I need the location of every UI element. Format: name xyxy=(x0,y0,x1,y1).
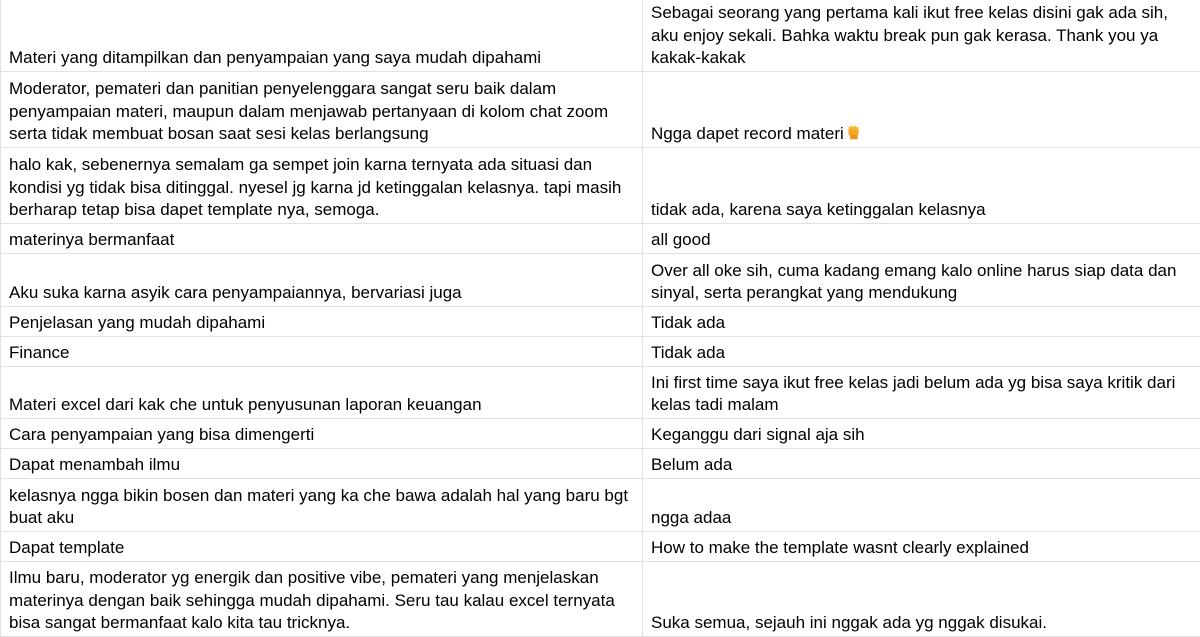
cell-positive[interactable] xyxy=(1,307,643,337)
cell-text: Dapat menambah ilmu xyxy=(9,455,181,475)
table-row xyxy=(1,148,1200,224)
raised-fist-icon xyxy=(845,124,862,141)
cell-positive[interactable] xyxy=(1,449,643,479)
cell-text: tidak ada, karena saya ketinggalan kelasnya xyxy=(651,200,986,220)
table-row xyxy=(1,367,1200,419)
cell-text: Materi excel dari kak che untuk penyusunan laporan keuangan xyxy=(9,395,482,415)
cell-positive[interactable] xyxy=(1,148,643,224)
cell-text: How to make the template wasnt clearly explained xyxy=(651,538,1029,558)
cell-text: halo kak, sebenernya semalam ga sempet join karna ternyata ada situasi dan kondisi yg tidak bisa ditinggal. nyesel jg karna jd ketinggalan kelasnya. tapi masih berharap tetap bisa dapet template nya, semoga. xyxy=(9,155,622,220)
table-row xyxy=(1,254,1200,307)
cell-negative[interactable] xyxy=(643,307,1200,337)
cell-negative[interactable] xyxy=(643,337,1200,367)
table-row xyxy=(1,449,1200,479)
table-row xyxy=(1,532,1200,562)
table-row xyxy=(1,419,1200,449)
table-row xyxy=(1,562,1200,637)
cell-text: Cara penyampaian yang bisa dimengerti xyxy=(9,425,315,445)
cell-negative[interactable] xyxy=(643,562,1200,637)
cell-negative[interactable] xyxy=(643,367,1200,419)
cell-positive[interactable] xyxy=(1,367,643,419)
cell-text: Suka semua, sejauh ini nggak ada yg nggak disukai. xyxy=(651,613,1047,633)
cell-text: kelasnya ngga bikin bosen dan materi yang ka che bawa adalah hal yang baru bgt buat aku xyxy=(9,485,629,528)
cell-text: Dapat template xyxy=(9,538,125,558)
cell-positive[interactable] xyxy=(1,562,643,637)
cell-text: Moderator, pemateri dan panitian penyelenggara sangat seru baik dalam penyampaian materi, maupun dalam menjawab pertanyaan di kolom chat zoom serta tidak membuat bosan saat sesi kelas berlangsung xyxy=(9,79,609,144)
cell-positive[interactable] xyxy=(1,479,643,532)
cell-text: Belum ada xyxy=(651,455,733,475)
cell-text: Ini first time saya ikut free kelas jadi belum ada yg bisa saya kritik dari kelas tadi malam xyxy=(651,372,1176,415)
cell-negative[interactable] xyxy=(643,532,1200,562)
table-row xyxy=(1,479,1200,532)
cell-positive[interactable] xyxy=(1,0,643,72)
table-row xyxy=(1,337,1200,367)
cell-text: Tidak ada xyxy=(651,343,726,363)
cell-text: ngga adaa xyxy=(651,508,732,528)
cell-text: materinya bermanfaat xyxy=(9,230,175,250)
cell-positive[interactable] xyxy=(1,532,643,562)
cell-positive[interactable] xyxy=(1,419,643,449)
cell-negative[interactable] xyxy=(643,419,1200,449)
table-row xyxy=(1,307,1200,337)
cell-text: Tidak ada xyxy=(651,313,726,333)
table-row xyxy=(1,224,1200,254)
cell-text: all good xyxy=(651,230,711,250)
cell-negative[interactable] xyxy=(643,254,1200,307)
cell-text: Materi yang ditampilkan dan penyampaian yang saya mudah dipahami xyxy=(9,48,542,68)
cell-text: Ngga dapet record materi xyxy=(651,124,844,144)
cell-text: Penjelasan yang mudah dipahami xyxy=(9,313,266,333)
table-row xyxy=(1,0,1200,72)
cell-negative[interactable] xyxy=(643,224,1200,254)
cell-negative[interactable] xyxy=(643,148,1200,224)
cell-text: Ilmu baru, moderator yg energik dan positive vibe, pemateri yang menjelaskan materinya dengan baik sehingga mudah dipahami. Seru tau kalau excel ternyata bisa sangat bermanfaat kalo kita tau tricknya. xyxy=(9,568,615,633)
cell-positive[interactable] xyxy=(1,224,643,254)
cell-negative[interactable] xyxy=(643,449,1200,479)
cell-negative[interactable] xyxy=(643,0,1200,72)
cell-positive[interactable] xyxy=(1,72,643,148)
cell-positive[interactable] xyxy=(1,254,643,307)
cell-text: Aku suka karna asyik cara penyampaiannya, bervariasi juga xyxy=(9,283,462,303)
cell-positive[interactable] xyxy=(1,337,643,367)
cell-negative[interactable] xyxy=(643,479,1200,532)
cell-text: Over all oke sih, cuma kadang emang kalo online harus siap data dan sinyal, serta perangkat yang mendukung xyxy=(651,260,1177,303)
cell-text: Keganggu dari signal aja sih xyxy=(651,425,865,445)
cell-text: Sebagai seorang yang pertama kali ikut free kelas disini gak ada sih, aku enjoy sekali. Bahka waktu break pun gak kerasa. Thank you ya kakak-kakak xyxy=(651,3,1168,68)
table-row xyxy=(1,72,1200,148)
cell-text: Finance xyxy=(9,343,70,363)
cell-negative[interactable] xyxy=(643,72,1200,148)
